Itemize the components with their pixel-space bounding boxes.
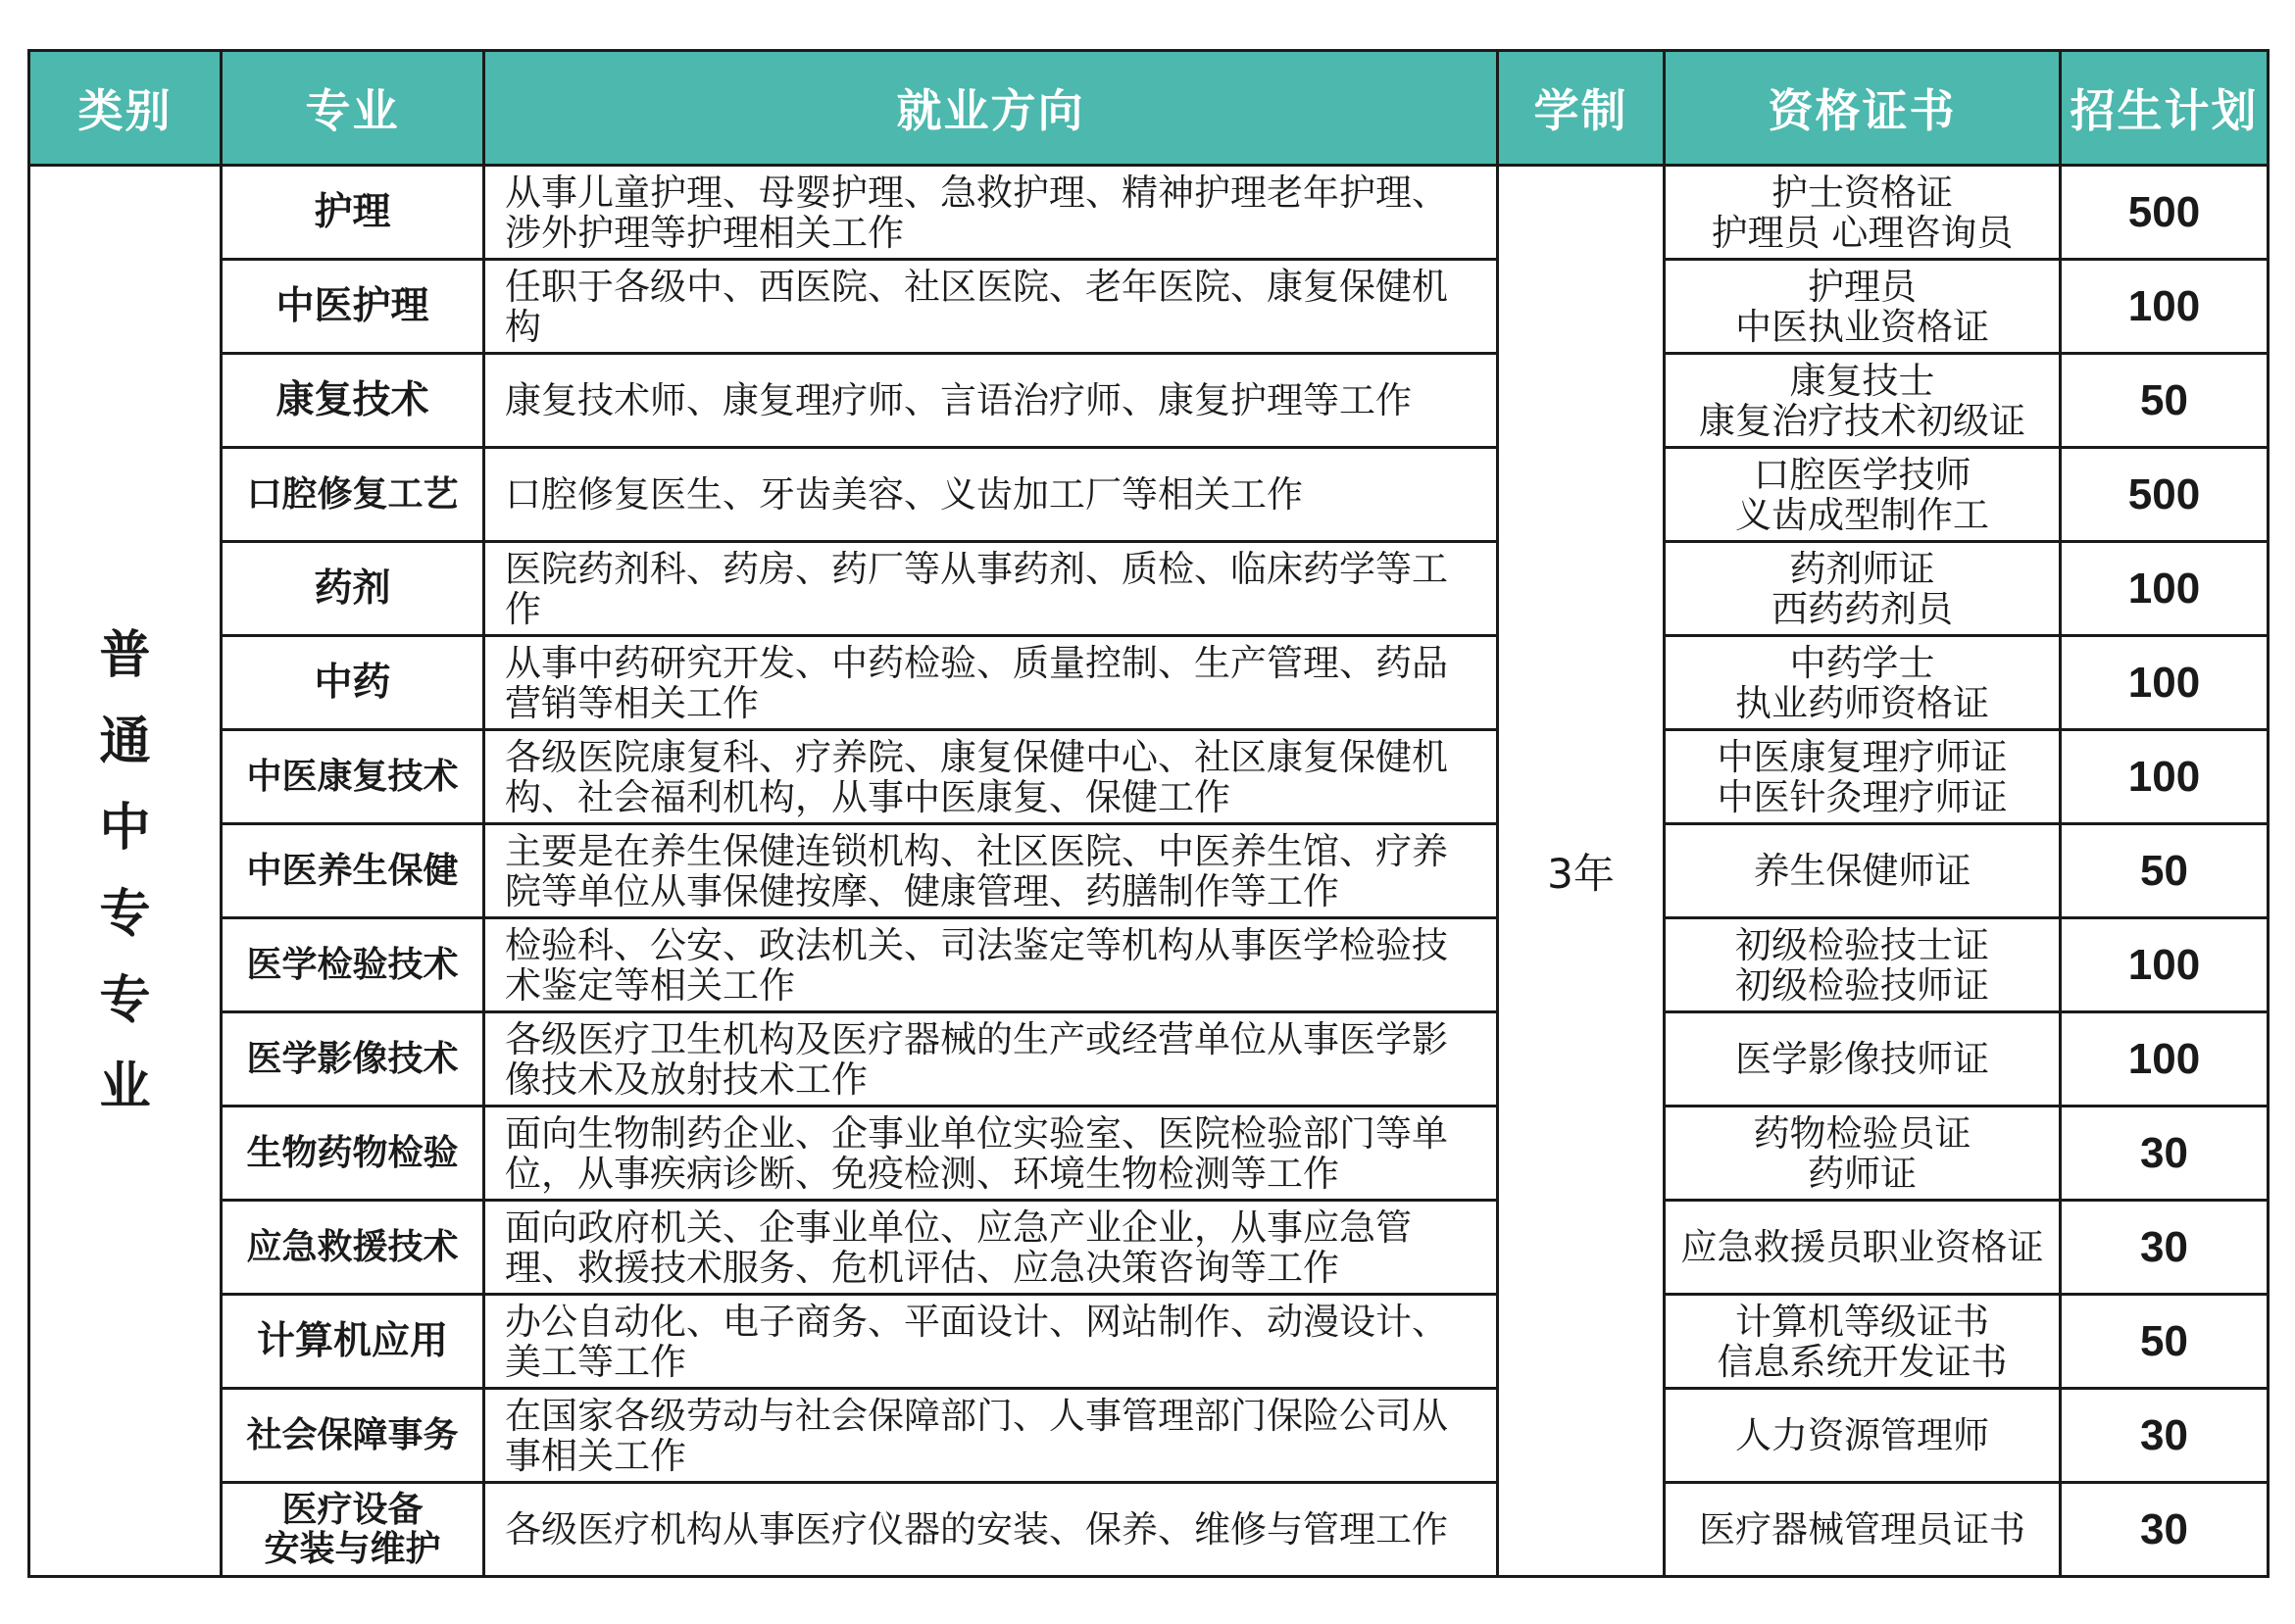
employment-cell: 面向生物制药企业、企事业单位实验室、医院检验部门等单位，从事疾病诊断、免疫检测、环境生物检测等工作: [484, 1107, 1498, 1201]
employment-cell: 医院药剂科、药房、药厂等从事药剂、质检、临床药学等工作: [484, 542, 1498, 636]
certificate-cell: [1665, 166, 2061, 260]
header-major: 专业: [222, 51, 484, 166]
enrollment-cell: 100: [2061, 260, 2269, 354]
employment-cell: 面向政府机关、企事业单位、应急产业企业，从事应急管理、救援技术服务、危机评估、应急决策咨询等工作: [484, 1201, 1498, 1295]
certificate-cell: [1665, 730, 2061, 824]
enrollment-cell: 100: [2061, 542, 2269, 636]
certificate-line: 养生保健师证: [1753, 850, 1971, 892]
certificate-line: 初级检验技士证: [1735, 923, 1989, 966]
employment-cell: 主要是在养生保健连锁机构、社区医院、中医养生馆、疗养院等单位从事保健按摩、健康管理、药膳制作等工作: [484, 824, 1498, 918]
major-cell: 中医康复技术: [222, 730, 484, 824]
certificate-line: 西药药剂员: [1771, 587, 1953, 630]
table-row: [29, 636, 2269, 730]
certificate-line: 中医康复理疗师证: [1717, 735, 2008, 778]
certificate-line: 口腔医学技师: [1753, 453, 1971, 496]
major-cell: 医学影像技术: [222, 1012, 484, 1107]
certificate-cell: [1665, 1201, 2061, 1295]
employment-cell: 任职于各级中、西医院、社区医院、老年医院、康复保健机构: [484, 260, 1498, 354]
certificate-line: 医学影像技师证: [1735, 1038, 1989, 1080]
major-cell: 中药: [222, 636, 484, 730]
certificate-cell: [1665, 1389, 2061, 1483]
enrollment-cell: 100: [2061, 918, 2269, 1012]
certificate-line: 康复技士: [1789, 359, 1935, 402]
enrollment-cell: 50: [2061, 824, 2269, 918]
certificate-line: 医疗器械管理员证书: [1699, 1508, 2025, 1550]
header-enrollment: 招生计划: [2061, 51, 2269, 166]
major-line: 医疗设备: [281, 1489, 424, 1530]
certificate-cell: [1665, 260, 2061, 354]
certificate-cell: [1665, 1107, 2061, 1201]
certificate-line: 人力资源管理师: [1735, 1414, 1989, 1456]
major-cell: [222, 1483, 484, 1577]
certificate-line: 中医执业资格证: [1735, 305, 1989, 348]
major-cell: 应急救援技术: [222, 1201, 484, 1295]
table-row: [29, 1107, 2269, 1201]
table-row: [29, 166, 2269, 260]
major-cell: 康复技术: [222, 354, 484, 448]
major-cell: 计算机应用: [222, 1295, 484, 1389]
employment-cell: 各级医疗机构从事医疗仪器的安装、保养、维修与管理工作: [484, 1483, 1498, 1577]
employment-cell: 在国家各级劳动与社会保障部门、人事管理部门保险公司从事相关工作: [484, 1389, 1498, 1483]
table-row: [29, 918, 2269, 1012]
category-char: 通: [99, 712, 151, 771]
header-category: 类别: [29, 51, 222, 166]
category-char: 专: [99, 884, 151, 944]
table-row: [29, 1295, 2269, 1389]
certificate-cell: [1665, 354, 2061, 448]
certificate-line: 护理员: [1808, 265, 1917, 308]
certificate-line: 康复治疗技术初级证: [1699, 399, 2025, 442]
major-cell: 社会保障事务: [222, 1389, 484, 1483]
certificate-cell: [1665, 1012, 2061, 1107]
certificate-line: 初级检验技师证: [1735, 963, 1989, 1007]
enrollment-cell: 30: [2061, 1483, 2269, 1577]
certificate-line: 中医针灸理疗师证: [1717, 775, 2008, 818]
certificate-cell: [1665, 1295, 2061, 1389]
enrollment-cell: 100: [2061, 1012, 2269, 1107]
table-row: [29, 730, 2269, 824]
employment-cell: 办公自动化、电子商务、平面设计、网站制作、动漫设计、美工等工作: [484, 1295, 1498, 1389]
employment-cell: 各级医疗卫生机构及医疗器械的生产或经营单位从事医学影像技术及放射技术工作: [484, 1012, 1498, 1107]
certificate-line: 计算机等级证书: [1735, 1300, 1989, 1343]
table-row: [29, 1483, 2269, 1577]
enrollment-cell: 30: [2061, 1389, 2269, 1483]
header-certificate: 资格证书: [1665, 51, 2061, 166]
major-line: 安装与维护: [264, 1528, 441, 1569]
header-duration: 学制: [1498, 51, 1665, 166]
enrollment-cell: 50: [2061, 1295, 2269, 1389]
certificate-cell: [1665, 636, 2061, 730]
employment-cell: 从事中药研究开发、中药检验、质量控制、生产管理、药品营销等相关工作: [484, 636, 1498, 730]
employment-cell: 各级医院康复科、疗养院、康复保健中心、社区康复保健机构、社会福利机构，从事中医康复、保健工作: [484, 730, 1498, 824]
certificate-line: 护士资格证: [1771, 171, 1953, 214]
enrollment-table: [27, 49, 2270, 1578]
enrollment-cell: 30: [2061, 1107, 2269, 1201]
category-char: 专: [99, 970, 151, 1030]
enrollment-cell: 100: [2061, 730, 2269, 824]
enrollment-cell: 30: [2061, 1201, 2269, 1295]
certificate-line: 应急救援员职业资格证: [1680, 1226, 2044, 1268]
enrollment-cell: 500: [2061, 166, 2269, 260]
duration-cell: 3年: [1498, 166, 1665, 1577]
table-row: [29, 542, 2269, 636]
certificate-line: 执业药师资格证: [1735, 681, 1989, 724]
certificate-cell: [1665, 1483, 2061, 1577]
certificate-cell: [1665, 448, 2061, 542]
category-char: 中: [99, 798, 151, 858]
category-cell: [29, 166, 222, 1577]
certificate-line: 信息系统开发证书: [1717, 1340, 2008, 1383]
employment-cell: 口腔修复医生、牙齿美容、义齿加工厂等相关工作: [484, 448, 1498, 542]
certificate-line: 药剂师证: [1789, 547, 1935, 590]
major-cell: 中医养生保健: [222, 824, 484, 918]
major-cell: 医学检验技术: [222, 918, 484, 1012]
major-cell: 生物药物检验: [222, 1107, 484, 1201]
enrollment-cell: 50: [2061, 354, 2269, 448]
table-row: [29, 1012, 2269, 1107]
table-row: [29, 448, 2269, 542]
enrollment-cell: 500: [2061, 448, 2269, 542]
certificate-cell: [1665, 918, 2061, 1012]
header-employment: 就业方向: [484, 51, 1498, 166]
certificate-cell: [1665, 824, 2061, 918]
major-cell: 口腔修复工艺: [222, 448, 484, 542]
employment-cell: 从事儿童护理、母婴护理、急救护理、精神护理老年护理、涉外护理等护理相关工作: [484, 166, 1498, 260]
table-body: [29, 166, 2269, 1577]
category-char: 普: [99, 625, 151, 685]
employment-cell: 康复技术师、康复理疗师、言语治疗师、康复护理等工作: [484, 354, 1498, 448]
certificate-cell: [1665, 542, 2061, 636]
table-row: [29, 354, 2269, 448]
employment-cell: 检验科、公安、政法机关、司法鉴定等机构从事医学检验技术鉴定等相关工作: [484, 918, 1498, 1012]
table-row: [29, 1201, 2269, 1295]
major-cell: 中医护理: [222, 260, 484, 354]
certificate-line: 中药学士: [1789, 641, 1935, 684]
certificate-line: 药物检验员证: [1753, 1111, 1971, 1155]
category-char: 业: [99, 1057, 151, 1116]
major-cell: 护理: [222, 166, 484, 260]
enrollment-cell: 100: [2061, 636, 2269, 730]
table-row: [29, 1389, 2269, 1483]
certificate-line: 义齿成型制作工: [1735, 493, 1989, 536]
table-header-row: [29, 51, 2269, 166]
certificate-line: 药师证: [1808, 1152, 1917, 1195]
major-cell: 药剂: [222, 542, 484, 636]
table-row: [29, 260, 2269, 354]
table-row: [29, 824, 2269, 918]
certificate-line: 护理员 心理咨询员: [1711, 211, 2014, 254]
